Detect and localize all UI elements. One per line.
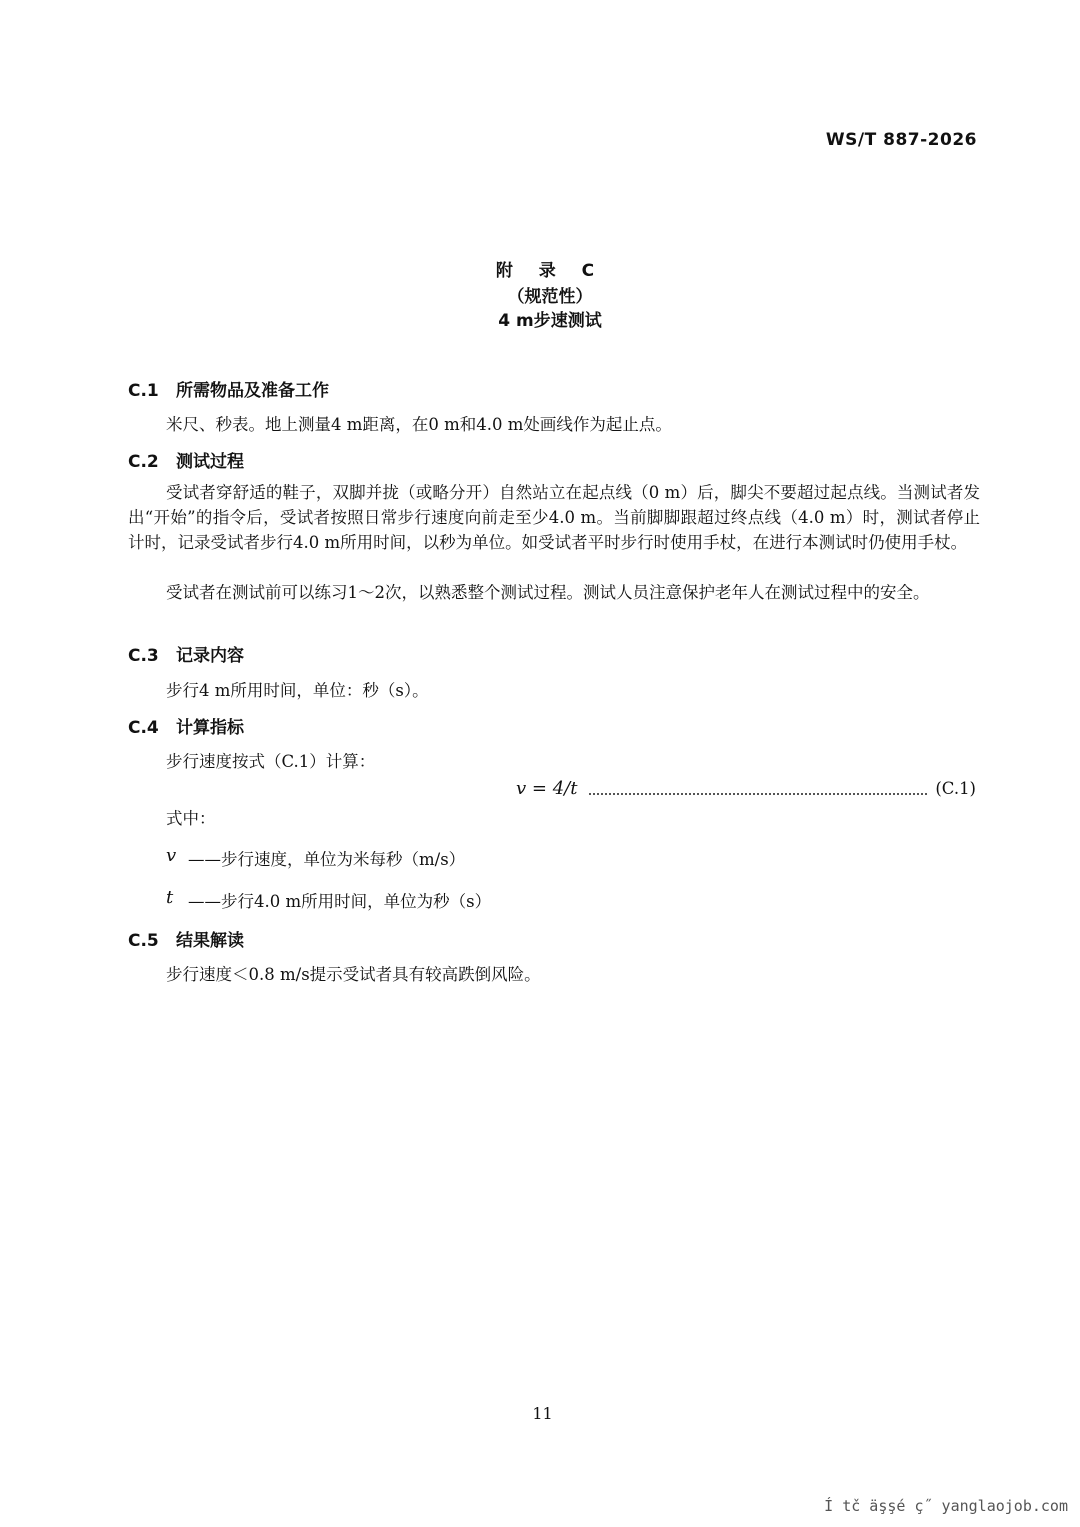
appendix-name: 4 m步速测试 — [498, 311, 602, 331]
section-number: C.2 — [128, 452, 159, 472]
section-title: 记录内容 — [176, 646, 244, 666]
formula-expression: v = 4/t — [516, 777, 578, 799]
section-heading-c5 — [128, 926, 244, 951]
section-title: 计算指标 — [176, 718, 244, 738]
formula-intro: 步行速度按式（C.1）计算： — [166, 752, 376, 771]
section-number: C.1 — [128, 381, 159, 401]
section-number: C.5 — [128, 931, 159, 951]
section-title: 测试过程 — [176, 452, 244, 472]
section-c3-text: 步行4 m所用时间，单位：秒（s）。 — [166, 681, 429, 700]
section-heading-c4 — [128, 713, 244, 738]
page-number: 11 — [532, 1404, 553, 1423]
watermark: Í tč äşşé ç˝ yanglaojob.com — [824, 1497, 1068, 1515]
section-c1-text: 米尺、秒表。地上测量4 m距离，在0 m和4.0 m处画线作为起止点。 — [166, 415, 672, 434]
standard-number: WS/T 887-2026 — [825, 130, 977, 150]
variable-description: ——步行速度，单位为米每秒（m/s） — [188, 850, 466, 869]
section-c2-paragraph-1: 受试者穿舒适的鞋子，双脚并拢（或略分开）自然站立在起点线（0 m）后，脚尖不要超过起点线。当测试者发出“开始”的指令后，受试者按照日常步行速度向前走至少4.0 m。当前脚脚跟超过终点线（4.0 m）时，测试者停止计时，记录受试者步行4.0 m所用时间，以秒为单位。如受试者平时步行时使用手杖，在进行本测试时仍使用手杖。 — [128, 483, 980, 552]
section-title: 所需物品及准备工作 — [176, 381, 329, 401]
variable-definition-t — [166, 888, 491, 912]
section-c5-text: 步行速度＜0.8 m/s提示受试者具有较高跌倒风险。 — [166, 965, 541, 984]
formula-row — [516, 775, 976, 801]
dot-leader — [589, 782, 927, 795]
section-number: C.3 — [128, 646, 159, 666]
section-number: C.4 — [128, 718, 159, 738]
appendix-title: 附 录 C — [495, 261, 605, 281]
variable-definition-v — [166, 846, 465, 870]
variable-symbol: t — [166, 887, 174, 908]
section-heading-c1 — [128, 376, 329, 401]
variable-description: ——步行4.0 m所用时间，单位为秒（s） — [188, 892, 492, 911]
section-heading-c2 — [128, 447, 244, 472]
where-label: 式中： — [166, 809, 216, 828]
appendix-type: （规范性） — [507, 287, 593, 307]
section-title: 结果解读 — [176, 931, 244, 951]
section-heading-c3 — [128, 641, 244, 666]
section-c2-paragraph-2: 受试者在测试前可以练习1～2次，以熟悉整个测试过程。测试人员注意保护老年人在测试过程中的安全。 — [166, 583, 930, 602]
variable-symbol: v — [166, 845, 177, 866]
formula-number: (C.1) — [935, 778, 976, 798]
